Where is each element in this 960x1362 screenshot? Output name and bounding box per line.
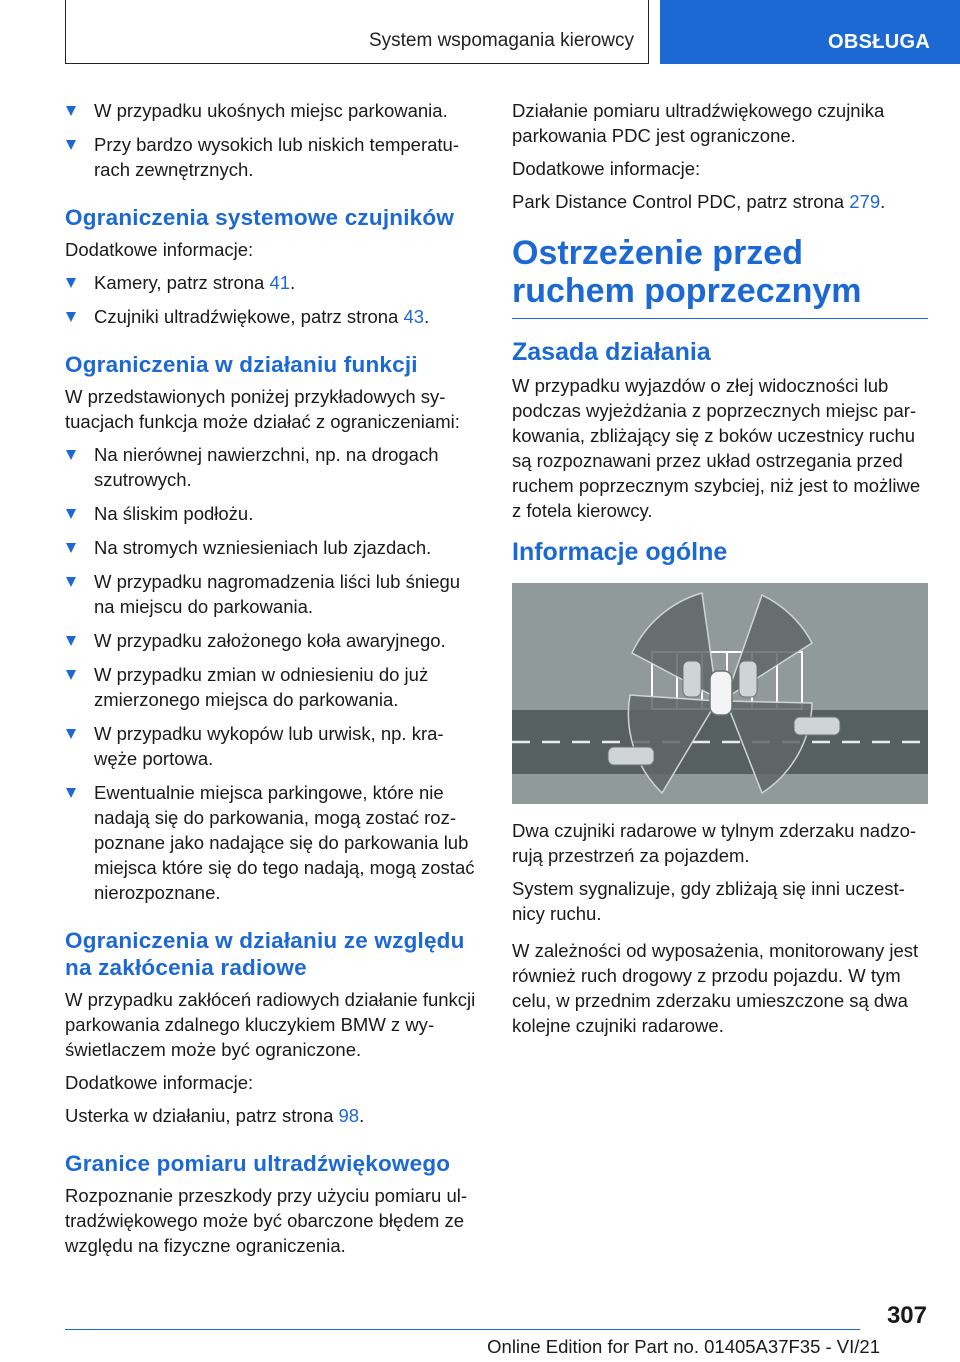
list-item: W przypadku nagromadzenia liści lub śniegu na miejscu do parkowania. [65, 569, 477, 619]
paragraph: Usterka w działaniu, patrz strona 98. [65, 1105, 365, 1126]
chapter-divider [512, 318, 928, 319]
list-item: Ewentualnie miejsca parkingowe, które nie nadają się do parkowania, mogą zostać rozpoznane jako nadające się do parkowania lub miejsca które się do tego nadają, mogą zostać nierozpoznane. [65, 780, 477, 905]
header-frame [65, 0, 649, 64]
heading-ultrasonic-limits: Granice pomiaru ultradźwiękowego [65, 1151, 451, 1176]
chapter-title: Ostrzeżenie przed ruchem poprzecznym [512, 234, 862, 310]
bullet-triangle-icon [66, 509, 76, 519]
footer-divider [65, 1329, 860, 1330]
page-link-279[interactable]: 279 [849, 191, 881, 212]
bullet-triangle-icon [66, 670, 76, 680]
paragraph: Park Distance Control PDC, patrz strona 279. [512, 191, 886, 212]
bullet-triangle-icon [66, 450, 76, 460]
list-item: W przypadku założonego koła awaryjnego. [65, 628, 477, 653]
paragraph: W przypadku zakłóceń radiowych działanie funkcji parkowania zdalnego kluczykiem BMW z wyświetlaczem może być ograniczone. [65, 989, 476, 1060]
cross-traffic-illustration [512, 583, 928, 804]
heading-principle: Zasada działania [512, 338, 711, 366]
bullet-triangle-icon [66, 106, 76, 116]
page-link-41[interactable]: 41 [269, 272, 291, 293]
left-column [65, 98, 477, 1266]
heading-radio-interference: Ograniczenia w działaniu ze względu na zakłócenia radiowe [65, 928, 465, 980]
list-item: Na śliskim podłożu. [65, 501, 477, 526]
parked-car-right [739, 661, 757, 697]
page-link-98[interactable]: 98 [338, 1105, 360, 1126]
ego-car [710, 671, 732, 715]
bullet-triangle-icon [66, 312, 76, 322]
bullet-triangle-icon [66, 140, 76, 150]
page-link-43[interactable]: 43 [403, 306, 425, 327]
paragraph: W przedstawionych poniżej przykładowych sytuacjach funkcja może działać z ograniczeniami: [65, 386, 460, 432]
paragraph: W zależności od wyposażenia, monitorowany jest również ruch drogowy z przodu pojazdu. W tym celu, w przednim zderzaku umieszczone są dwa kolejne czujniki radarowe. [512, 940, 919, 1036]
heading-function-limits: Ograniczenia w działaniu funkcji [65, 352, 418, 377]
paragraph: Działanie pomiaru ultradźwiękowego czujnika parkowania PDC jest ograniczone. [512, 100, 885, 146]
bullet-triangle-icon [66, 278, 76, 288]
approaching-car-right [794, 717, 840, 735]
page-number: 307 [886, 1302, 927, 1329]
bullet-triangle-icon [66, 788, 76, 798]
paragraph: Dodatkowe informacje: [65, 1072, 254, 1093]
list-item: Na nierównej nawierzchni, np. na drogach szutrowych. [65, 442, 477, 492]
parked-car-left [683, 661, 701, 697]
footer-edition: Online Edition for Part no. 01405A37F35 - VI/21 [487, 1336, 880, 1357]
heading-sensor-limits: Ograniczenia systemowe czujników [65, 205, 455, 230]
heading-general-info: Informacje ogólne [512, 538, 728, 566]
paragraph: Dodatkowe informacje: [65, 239, 254, 260]
list-item: W przypadku wykopów lub urwisk, np. krawęże portowa. [65, 721, 477, 771]
bullet-triangle-icon [66, 729, 76, 739]
bullet-triangle-icon [66, 636, 76, 646]
list-item: Przy bardzo wysokich lub niskich temperaturach zewnętrznych. [65, 132, 477, 182]
paragraph: Dodatkowe informacje: [512, 158, 701, 179]
paragraph: Dwa czujniki radarowe w tylnym zderzaku nadzorują przestrzeń za pojazdem. [512, 820, 917, 866]
paragraph: System sygnalizuje, gdy zbliżają się inni uczestnicy ruchu. [512, 878, 905, 924]
list-item: Kamery, patrz strona 41. [65, 270, 477, 295]
list-item: W przypadku zmian w odniesieniu do już zmierzonego miejsca do parkowania. [65, 662, 477, 712]
paragraph: Rozpoznanie przeszkody przy użyciu pomiaru ultradźwiękowego może być obarczone błędem ze względu na fizyczne ograniczenia. [65, 1185, 468, 1256]
section-tab[interactable]: OBSŁUGA [660, 0, 960, 64]
list-item: W przypadku ukośnych miejsc parkowania. [65, 98, 477, 123]
list-item: Czujniki ultradźwiękowe, patrz strona 43. [65, 304, 477, 329]
right-column [512, 98, 928, 1046]
bullet-triangle-icon [66, 577, 76, 587]
list-item: Na stromych wzniesieniach lub zjazdach. [65, 535, 477, 560]
section-title: System wspomagania kierowcy [368, 30, 634, 51]
paragraph: W przypadku wyjazdów o złej widoczności lub podczas wyjeżdżania z poprzecznych miejsc parkowania, zbliżający się z boków uczestnicy ruchu są rozpoznawani przez układ ostrzegania przed ruchem poprzecznym szybciej, niż jest to możliwe z fotela kierowcy. [512, 375, 921, 521]
approaching-car-left [608, 747, 654, 765]
bullet-triangle-icon [66, 543, 76, 553]
